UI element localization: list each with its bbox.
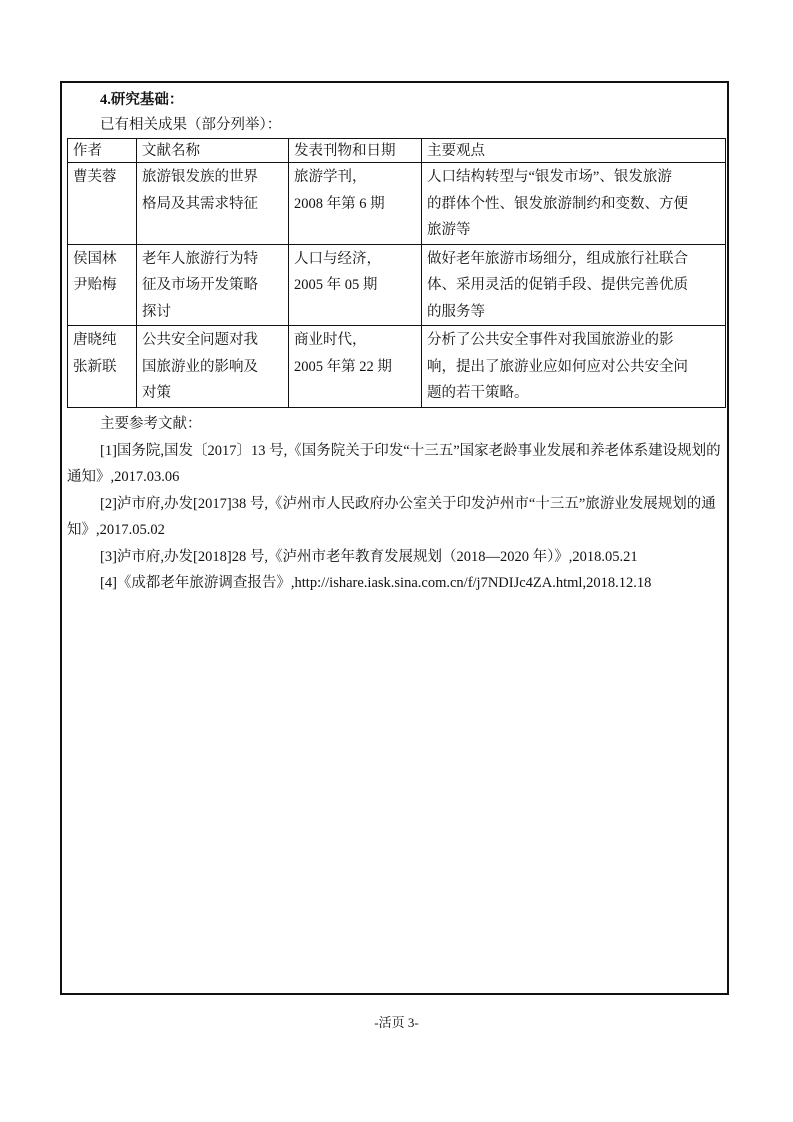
reference-item: [4]《成都老年旅游调查报告》,http://ishare.iask.sina.com.cn/f/j7NDIJc4ZA.html,2018.12.18 (100, 575, 652, 591)
references-heading: 主要参考文献： (100, 416, 202, 432)
author-cell: 侯国林 尹贻梅 (68, 244, 137, 326)
reference-item: [3]泸市府,办发[2018]28 号,《泸州市老年教育发展规划（2018—2020 年）》,2018.05.21 (100, 548, 638, 565)
page-number: -活页 3- (374, 1015, 419, 1030)
title-cell: 公共安全问题对我 国旅游业的影响及 对策 (137, 326, 289, 408)
subheading: 已有相关成果（部分列举）： (100, 117, 282, 133)
section-heading: 4.研究基础： (100, 92, 184, 108)
viewpoint-cell: 人口结构转型与“银发市场”、银发旅游 的群体个性、银发旅游制约和变数、方便 旅游等 (422, 163, 726, 245)
header-cell: 作者 (68, 139, 137, 163)
table-row (68, 326, 726, 408)
title-cell: 老年人旅游行为特 征及市场开发策略 探讨 (137, 244, 289, 326)
reference-item: [1]国务院,国发〔2017〕13 号,《国务院关于印发“十三五”国家老龄事业发展和养老体系建设规划的通知》,2017.03.06 (67, 442, 721, 485)
table-row (68, 244, 726, 326)
header-cell: 主要观点 (422, 139, 726, 163)
publication-cell: 旅游学刊， 2008 年第 6 期 (289, 163, 422, 245)
table-row (68, 163, 726, 245)
author-cell: 唐晓纯 张新联 (68, 326, 137, 408)
publication-cell: 人口与经济， 2005 年 05 期 (289, 244, 422, 326)
reference-item: [2]泸市府,办发[2017]38 号,《泸州市人民政府办公室关于印发泸州市“十三五”旅游业发展规划的通知》,2017.05.02 (67, 495, 716, 538)
viewpoint-cell: 分析了公共安全事件对我国旅游业的影 响，提出了旅游业应如何应对公共安全问 题的若干策略。 (422, 326, 726, 408)
results-table (67, 138, 726, 408)
author-cell: 曹芙蓉 (68, 163, 137, 245)
references-section (67, 411, 723, 597)
viewpoint-cell: 做好老年旅游市场细分，组成旅行社联合 体、采用灵活的促销手段、提供完善优质 的服务等 (422, 244, 726, 326)
publication-cell: 商业时代， 2005 年第 22 期 (289, 326, 422, 408)
table-header-row (68, 139, 726, 163)
title-cell: 旅游银发族的世界 格局及其需求特征 (137, 163, 289, 245)
header-cell: 发表刊物和日期 (289, 139, 422, 163)
header-cell: 文献名称 (137, 139, 289, 163)
